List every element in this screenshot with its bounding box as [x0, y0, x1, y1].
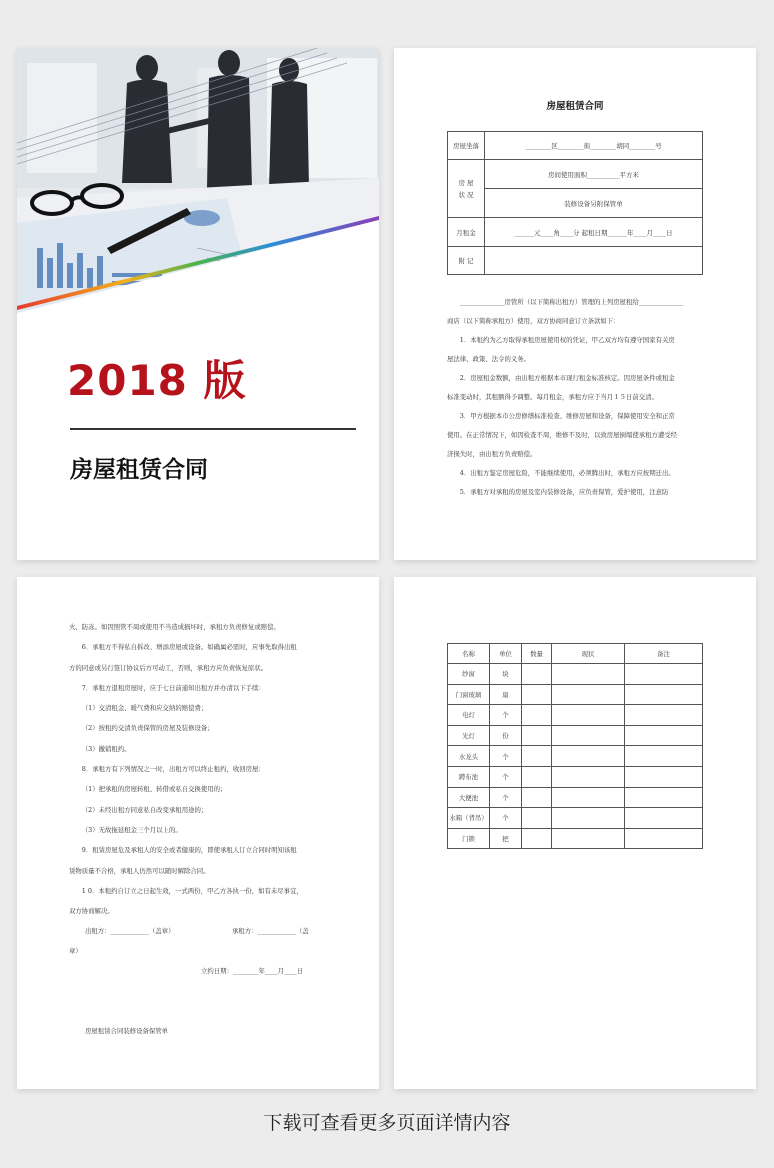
paragraph: （1）交清租金、暖气费和应交纳的赔偿费； — [81, 704, 208, 713]
table-row — [448, 664, 703, 685]
cover-title: 房屋租赁合同 — [70, 457, 208, 483]
item-qty — [522, 787, 552, 808]
table-row — [448, 684, 703, 705]
table-row — [448, 766, 703, 787]
column-header: 备注 — [625, 644, 703, 664]
item-status — [552, 746, 625, 767]
item-status — [552, 664, 625, 685]
paragraph: 济损失时，由出租方负责赔偿。 — [447, 450, 537, 458]
item-unit: 块 — [490, 664, 522, 685]
note-label: 附 记 — [448, 247, 485, 275]
paragraph: 双方协商解决。 — [69, 907, 114, 916]
item-name: 门锁 — [448, 828, 490, 849]
item-unit: 个 — [490, 766, 522, 787]
table-row — [448, 828, 703, 849]
cover-page — [17, 48, 379, 560]
item-note — [625, 684, 703, 705]
item-qty — [522, 725, 552, 746]
item-note — [625, 808, 703, 829]
item-status — [552, 808, 625, 829]
item-qty — [522, 684, 552, 705]
equipment-page — [394, 577, 756, 1089]
item-name: 水龙头 — [448, 746, 490, 767]
paragraph: 赁物质量不合格，承租人仍然可以随时解除合同。 — [69, 866, 210, 875]
location-value: ________区________街________胡同________号 — [485, 132, 703, 160]
item-status — [552, 787, 625, 808]
item-note — [625, 828, 703, 849]
note-value — [485, 247, 703, 275]
item-unit: 个 — [490, 787, 522, 808]
table-header-row — [448, 644, 703, 664]
paragraph: 5．承租方对承租的房屋及室内装修设备，应负责保管，爱护使用，注意防 — [459, 488, 669, 496]
table-row — [448, 787, 703, 808]
lessee-signature: 承租方：____________（盖 — [232, 927, 309, 935]
paragraph: 1 0．本租约自订立之日起生效，一式两份，甲乙方各执一份，如有未尽事宜， — [81, 886, 303, 895]
item-name: 电灯 — [448, 705, 490, 726]
cover-photo-business-meeting — [17, 48, 379, 313]
item-note — [625, 746, 703, 767]
column-header: 数量 — [522, 644, 552, 664]
item-status — [552, 684, 625, 705]
table-row — [448, 746, 703, 767]
item-name: 纱窗 — [448, 664, 490, 685]
area-value: 房间使用面积__________平方米 — [485, 160, 703, 189]
column-header: 单位 — [490, 644, 522, 664]
item-status — [552, 705, 625, 726]
contract-body — [447, 293, 705, 502]
item-qty — [522, 664, 552, 685]
paragraph: 4．出租方鉴定房屋危险，不能继续使用，必须腾出时，承租方应按期迁出。 — [459, 469, 675, 477]
paragraph: （2）未经出租方同意私自改变承租用途的； — [81, 805, 208, 814]
paragraph: 火、防冻。如因照管不周或使用不当造成损坏时，承租方负责修复或赔偿。 — [69, 623, 280, 631]
item-note — [625, 787, 703, 808]
item-name: 水箱（背吊） — [448, 808, 490, 829]
item-status — [552, 766, 625, 787]
paragraph: 7．承租方退租房屋时，应于七日前通知出租方并办清以下手续： — [81, 683, 265, 692]
table-row — [448, 725, 703, 746]
paragraph: （1）把承租的房屋转租、转借或私自交换使用的； — [81, 785, 227, 794]
paragraph: 9．租赁房屋危及承租人的安全或者健康的，即使承租人订立合同时明知该租 — [81, 846, 297, 855]
item-note — [625, 705, 703, 726]
item-unit: 个 — [490, 808, 522, 829]
table-row — [448, 705, 703, 726]
paragraph: （3）撤销租约。 — [81, 744, 131, 753]
item-name: 门窗玻璃 — [448, 684, 490, 705]
contract-body — [69, 617, 331, 921]
paragraph: 标准变动时，其租额得予调整。每月租金，承租方应于当月１５日前交清。 — [447, 393, 658, 401]
status-label-line2: 状 况 — [458, 191, 474, 199]
item-name: 大便池 — [448, 787, 490, 808]
item-unit: 个 — [490, 705, 522, 726]
paragraph: 8．承租方有下列情况之一时，出租方可以终止租约，收回房屋： — [81, 765, 265, 774]
status-label — [448, 160, 485, 218]
cover-year: 2018 版 — [67, 356, 247, 405]
column-header: 现状 — [552, 644, 625, 664]
paragraph: 2．房屋租金数额，由出租方根据本市现行租金标准核定。因房屋条件或租金 — [459, 374, 675, 382]
location-label: 房屋坐落 — [448, 132, 485, 160]
download-caption: 下载可查看更多页面详情内容 — [263, 1112, 511, 1134]
status-label-line1: 房 屋 — [458, 179, 474, 187]
item-qty — [522, 766, 552, 787]
contract-page-1 — [394, 48, 756, 560]
item-unit: 把 — [490, 828, 522, 849]
column-header: 名称 — [448, 644, 490, 664]
paragraph: 屋法律、政策、法令的义务。 — [447, 355, 531, 363]
paragraph: ______________房管所（以下简称出租方）管理的上列房屋租给______________ — [459, 298, 684, 306]
table-row — [448, 808, 703, 829]
contract-page-2 — [17, 577, 379, 1089]
item-name: 光灯 — [448, 725, 490, 746]
paragraph: 6．承租方不得私自拆改、增添房屋或设备。如确属必需时，应事先取得出租 — [81, 643, 297, 652]
item-status — [552, 828, 625, 849]
item-unit: 个 — [490, 746, 522, 767]
paragraph: 3．甲方根据本市公房修缮标准检查、维修房屋和设备，保障使用安全和正常 — [459, 412, 675, 420]
item-note — [625, 664, 703, 685]
rent-label: 月租金 — [448, 218, 485, 247]
rent-value: ______元____角____分 起租日期______年____月____日 — [485, 218, 703, 247]
item-qty — [522, 705, 552, 726]
item-status — [552, 725, 625, 746]
lessor-signature: 出租方：____________（盖章） — [85, 927, 175, 935]
item-unit: 份 — [490, 725, 522, 746]
equipment-table — [447, 643, 703, 849]
cover-divider — [70, 428, 356, 430]
item-qty — [522, 746, 552, 767]
paragraph: （3）无故拖延租金三个月以上的。 — [81, 825, 182, 834]
item-note — [625, 725, 703, 746]
paragraph: 商店（以下简称承租方）使用，双方协商同意订立条款如下： — [447, 317, 620, 325]
paragraph: 方的同意或另行签订协议后方可动工，否则，承租方应负责恢复原状。 — [69, 663, 268, 672]
property-info-table — [447, 131, 703, 275]
item-unit: 扇 — [490, 684, 522, 705]
item-name: 蹲布池 — [448, 766, 490, 787]
page-footer: 房屋租赁合同装修设备保管单 — [85, 1027, 169, 1035]
paragraph: （2）按租约交清负责保管的房屋及装修设备； — [81, 724, 214, 733]
lessee-signature-cont: 章） — [69, 947, 82, 955]
agreement-date: 立约日期：________年____月____日 — [201, 967, 304, 975]
equipment-value: 装修设备另附保管单 — [485, 189, 703, 218]
document-title: 房屋租赁合同 — [546, 101, 604, 112]
paragraph: 1．本租约为乙方取得承租房屋使用权的凭证，甲乙双方均有遵守国家有关房 — [459, 336, 675, 344]
paragraph: 使用。在正常情况下，如因检查不周，维修不及时，以致房屋倒塌使承租方遭受经 — [447, 431, 678, 439]
item-qty — [522, 828, 552, 849]
item-note — [625, 766, 703, 787]
item-qty — [522, 808, 552, 829]
